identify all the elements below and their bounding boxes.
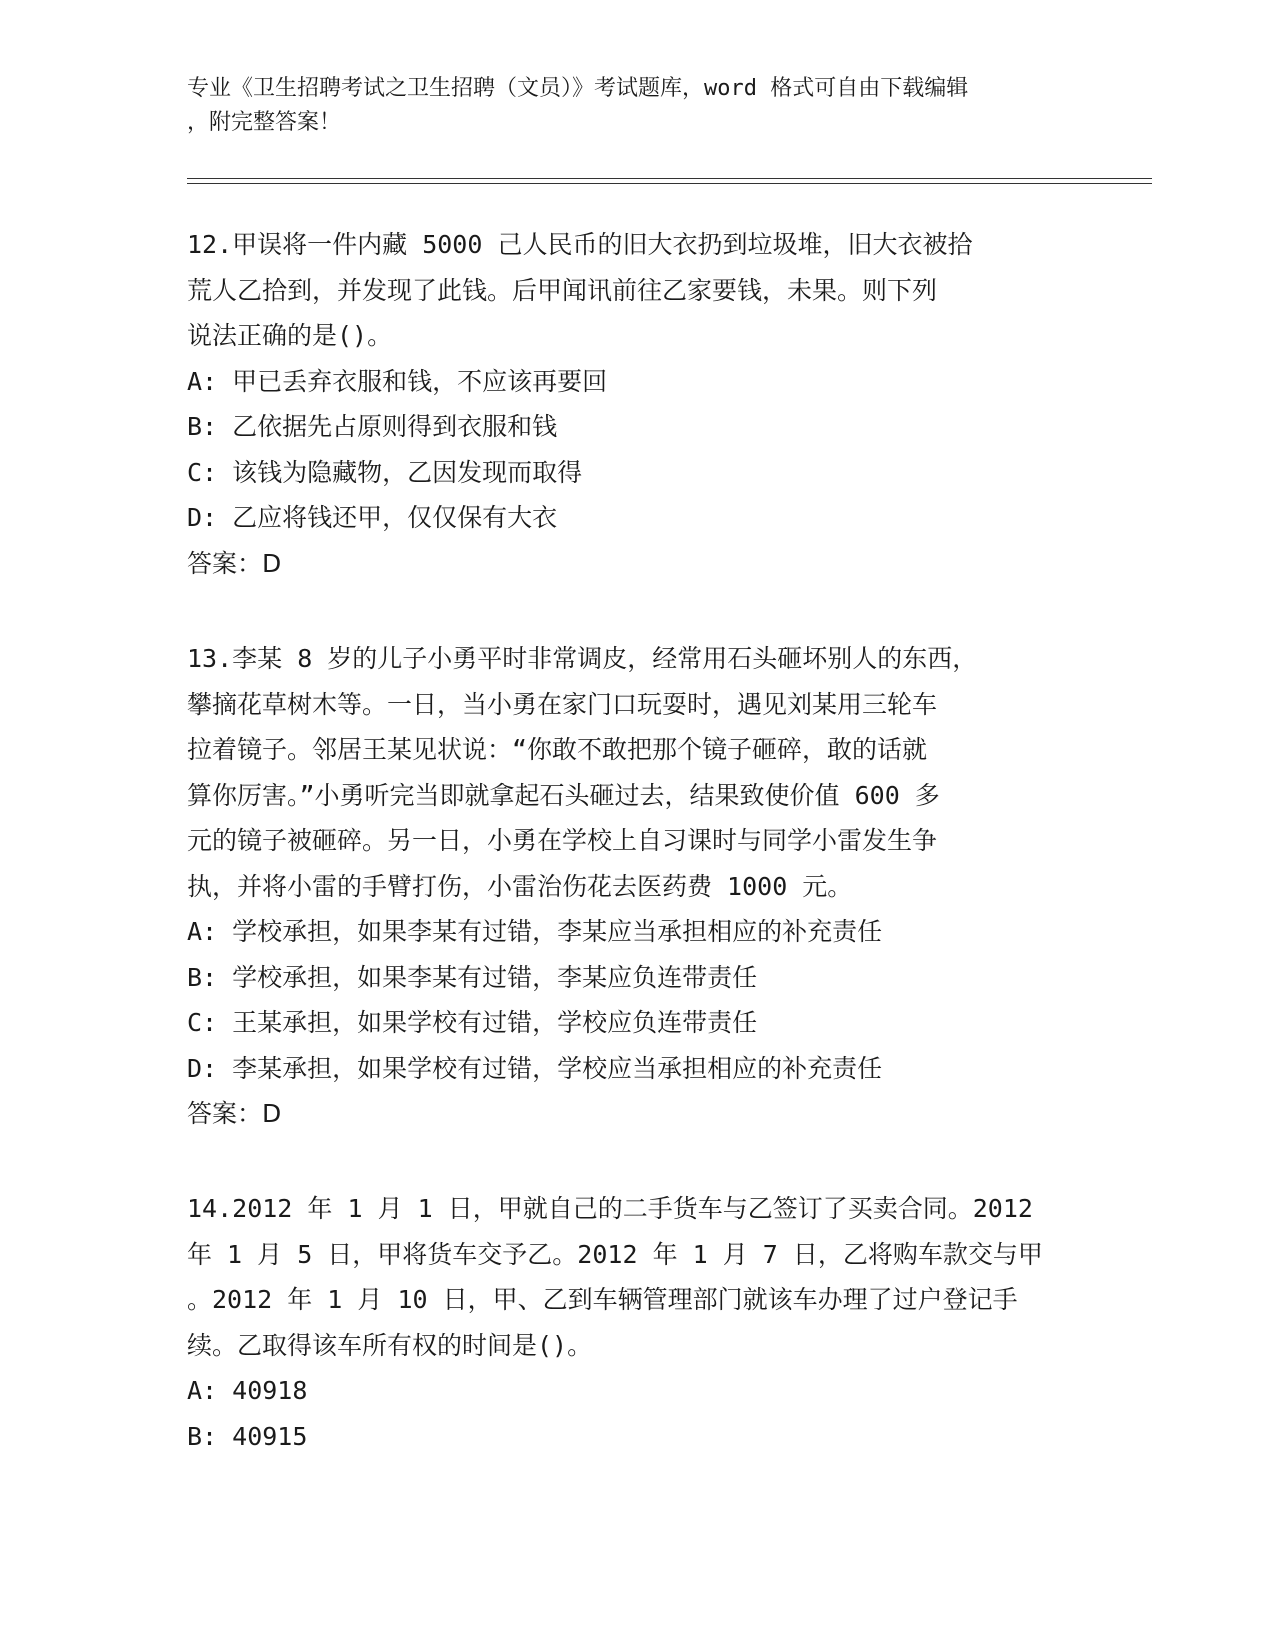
question-text-line: 元的镜子被砸碎。另一日，小勇在学校上自习课时与同学小雷发生争 bbox=[187, 826, 938, 855]
answer: 答案：D bbox=[187, 1099, 282, 1128]
question-text-line: 执，并将小雷的手臂打伤，小雷治伤花去医药费 1000 元。 bbox=[187, 871, 853, 901]
document-header bbox=[187, 72, 1067, 140]
question-14 bbox=[187, 1186, 1087, 1459]
question-12 bbox=[187, 222, 1087, 586]
question-text-line: 12.甲误将一件内藏 5000 己人民币的旧大衣扔到垃圾堆，旧大衣被拾 bbox=[187, 230, 973, 259]
question-text-line: 攀摘花草树木等。一日，当小勇在家门口玩耍时，遇见刘某用三轮车 bbox=[187, 689, 938, 719]
option-b: B: 乙依据先占原则得到衣服和钱 bbox=[187, 412, 558, 441]
option-c: C: 王某承担，如果学校有过错，学校应负连带责任 bbox=[187, 1008, 758, 1037]
question-text-line: 年 1 月 5 日，甲将货车交予乙。2012 年 1 月 7 日，乙将购车款交与甲 bbox=[187, 1239, 1043, 1269]
question-13 bbox=[187, 636, 1087, 1137]
option-d: D: 乙应将钱还甲，仅仅保有大衣 bbox=[187, 503, 558, 532]
option-a: A: 40918 bbox=[187, 1376, 308, 1405]
option-a: A: 甲已丢弃衣服和钱，不应该再要回 bbox=[187, 366, 608, 396]
option-c: C: 该钱为隐藏物，乙因发现而取得 bbox=[187, 457, 583, 487]
header-line-2: ，附完整答案！ bbox=[187, 110, 342, 135]
question-text-line: 说法正确的是()。 bbox=[187, 321, 393, 350]
question-text-line: 13.李某 8 岁的儿子小勇平时非常调皮，经常用石头砸坏别人的东西， bbox=[187, 644, 978, 673]
option-a: A: 学校承担，如果李某有过错，李某应当承担相应的补充责任 bbox=[187, 917, 883, 946]
question-text-line: 算你厉害。”小勇听完当即就拿起石头砸过去，结果致使价值 600 多 bbox=[187, 780, 940, 810]
header-divider-top bbox=[187, 178, 1152, 179]
option-b: B: 40915 bbox=[187, 1421, 308, 1451]
question-text-line: 续。乙取得该车所有权的时间是()。 bbox=[187, 1330, 593, 1360]
header-divider-bottom bbox=[187, 183, 1152, 184]
header-line-1: 专业《卫生招聘考试之卫生招聘（文员）》考试题库，word 格式可自由下载编辑 bbox=[187, 76, 969, 101]
question-text-line: 。2012 年 1 月 10 日，甲、乙到车辆管理部门就该车办理了过户登记手 bbox=[187, 1285, 1018, 1314]
question-text-line: 拉着镜子。邻居王某见状说：“你敢不敢把那个镜子砸碎，敢的话就 bbox=[187, 735, 928, 764]
option-d: D: 李某承担，如果学校有过错，学校应当承担相应的补充责任 bbox=[187, 1053, 883, 1083]
question-text-line: 14.2012 年 1 月 1 日，甲就自己的二手货车与乙签订了买卖合同。2012 bbox=[187, 1194, 1033, 1223]
answer: 答案：D bbox=[187, 548, 282, 578]
option-b: B: 学校承担，如果李某有过错，李某应负连带责任 bbox=[187, 962, 758, 992]
question-text-line: 荒人乙拾到，并发现了此钱。后甲闻讯前往乙家要钱，未果。则下列 bbox=[187, 275, 938, 305]
